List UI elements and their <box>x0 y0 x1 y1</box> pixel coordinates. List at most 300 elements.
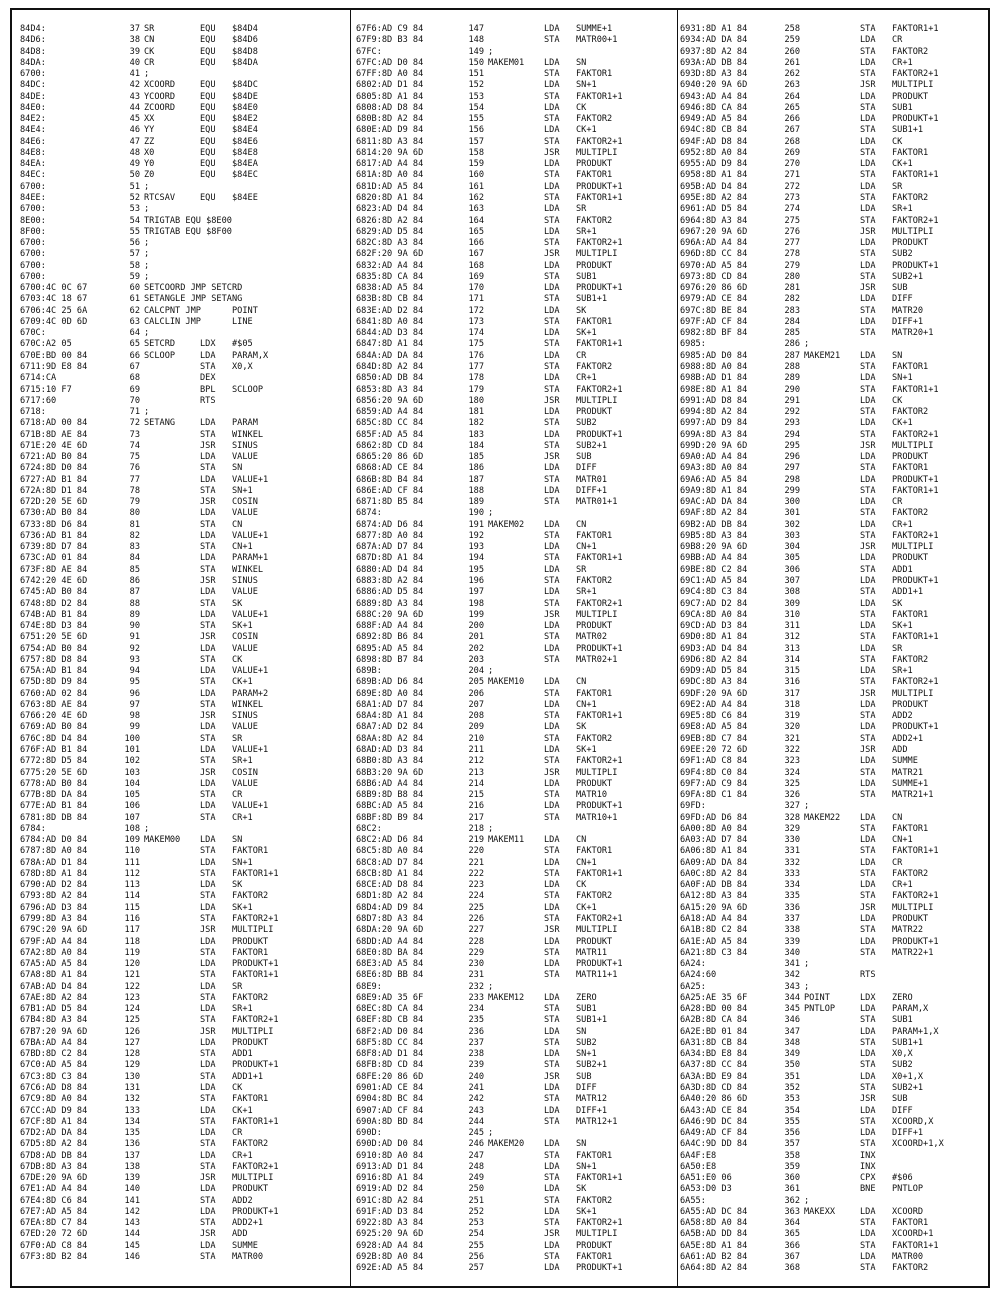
operand-field: FAKTOR1+1 <box>892 384 939 395</box>
label-field <box>804 937 860 948</box>
operand-field: SR <box>232 733 243 744</box>
opcode-field <box>544 47 576 58</box>
label-field <box>488 283 544 294</box>
opcode-field: STA <box>860 823 876 834</box>
line-number: 125 <box>124 1015 140 1026</box>
line-number: 268 <box>784 136 800 147</box>
line-number: 106 <box>124 801 140 812</box>
label-field <box>488 1015 544 1026</box>
opcode-field: JSR <box>544 925 560 936</box>
code-line <box>680 261 986 272</box>
label-field <box>488 1252 544 1263</box>
label-field <box>804 486 860 497</box>
address-field: 67BD:8D C2 84 <box>20 1049 88 1060</box>
code-line <box>680 599 986 610</box>
operand-field: PRODUKT <box>892 238 929 249</box>
operand-field: WINKEL <box>232 429 264 440</box>
line-number: 56 <box>129 238 140 249</box>
code-line <box>356 137 676 148</box>
operand-field: MATR01+1 <box>576 497 618 508</box>
opcode-field: LDX <box>860 992 876 1003</box>
code-line <box>356 1241 676 1252</box>
operand-field: CN <box>576 519 587 530</box>
code-line <box>20 317 350 328</box>
code-line <box>356 306 676 317</box>
operand-field: SK+1 <box>232 902 253 913</box>
code-line <box>20 711 350 722</box>
line-number: 330 <box>784 835 800 846</box>
address-field: 699A:8D A3 84 <box>680 429 748 440</box>
code-line <box>20 294 350 305</box>
opcode-field: LDA <box>544 745 560 755</box>
opcode-field: LDA <box>860 238 876 249</box>
code-line <box>680 858 986 869</box>
operand-field: FAKTOR1 <box>576 69 613 80</box>
opcode-field: LDA <box>860 260 876 271</box>
opcode-field: STA <box>200 947 216 958</box>
opcode-field: JSR <box>200 1229 216 1240</box>
operand-field: SR <box>892 181 903 192</box>
label-field: ; <box>144 238 150 249</box>
address-field: 6A31:8D CB 84 <box>680 1037 748 1048</box>
line-number: 175 <box>468 339 484 350</box>
label-field <box>488 1173 544 1184</box>
line-number: 207 <box>468 699 484 710</box>
operand-field: PRODUKT+1 <box>576 1263 623 1274</box>
address-field: 69DC:8D A3 84 <box>680 677 748 688</box>
opcode-field: STA <box>200 1139 216 1150</box>
operand-field: MULTIPLI <box>892 80 934 91</box>
opcode-field: LDA <box>860 519 876 530</box>
address-field: 6739:8D D7 84 <box>20 542 88 553</box>
code-line <box>20 959 350 970</box>
label-field <box>804 385 860 396</box>
line-number: 359 <box>784 1161 800 1172</box>
label-field <box>804 1083 860 1094</box>
line-number: 104 <box>124 778 140 789</box>
code-line <box>20 24 350 35</box>
opcode-field: LDA <box>544 1105 560 1116</box>
line-number: 235 <box>468 1015 484 1026</box>
line-number: 281 <box>784 283 800 294</box>
address-field: 6829:AD D5 84 <box>356 226 424 237</box>
operand-field <box>892 982 986 993</box>
code-line <box>356 587 676 598</box>
operand-field: MULTIPLI <box>576 147 618 158</box>
address-field: 6A1E:AD A5 84 <box>680 936 748 947</box>
line-number: 288 <box>784 361 800 372</box>
opcode-field: EQU <box>200 102 216 113</box>
opcode-field: STA <box>544 192 560 203</box>
opcode-field: LDX <box>200 339 216 350</box>
operand-field: SUB2 <box>892 1060 913 1071</box>
opcode-field: LDA <box>200 959 216 970</box>
opcode-field <box>200 294 232 305</box>
address-field: 6853:8D A3 84 <box>356 384 424 395</box>
opcode-field: STA <box>544 598 560 609</box>
operand-field <box>892 1151 986 1162</box>
opcode-field: STA <box>860 215 876 226</box>
operand-field: PRODUKT+1 <box>576 283 623 294</box>
operand-field: VALUE+1 <box>232 609 269 620</box>
opcode-field: STA <box>860 632 876 643</box>
address-field: 6709:4C 0D 6D <box>20 316 88 327</box>
address-field: 67F9:8D B3 84 <box>356 35 424 46</box>
label-field <box>144 373 200 384</box>
line-number: 199 <box>468 609 484 620</box>
opcode-field: JSR <box>200 497 216 508</box>
code-line <box>20 768 350 779</box>
address-field: 69F7:AD C9 84 <box>680 778 748 789</box>
opcode-field <box>200 328 232 339</box>
operand-field: VALUE <box>232 722 258 733</box>
line-number: 85 <box>129 564 140 575</box>
line-number: 302 <box>784 519 800 530</box>
code-line <box>356 1184 676 1195</box>
address-field: 671E:20 4E 6D <box>20 440 88 451</box>
opcode-field: EQU <box>200 136 216 147</box>
code-line <box>356 1117 676 1128</box>
operand-field: $84E8 <box>232 147 258 158</box>
operand-field: PRODUKT <box>576 778 613 789</box>
code-line <box>20 103 350 114</box>
label-field <box>804 846 860 857</box>
operand-field: MATR00 <box>892 1251 924 1262</box>
address-field: 68CE:AD D8 84 <box>356 880 424 891</box>
address-field: 682C:8D A3 84 <box>356 238 424 249</box>
operand-field: MULTIPLI <box>576 1229 618 1240</box>
label-field: MAKEM22 <box>804 812 841 823</box>
operand-field: SUB1 <box>576 1004 597 1015</box>
operand-field: SUB2+1 <box>576 440 608 451</box>
opcode-field: STA <box>544 271 560 282</box>
label-field <box>144 948 200 959</box>
line-number: 77 <box>129 474 140 485</box>
label-field <box>144 520 200 531</box>
label-field <box>144 1049 200 1060</box>
code-line <box>356 1004 676 1015</box>
opcode-field: STA <box>200 564 216 575</box>
opcode-field: LDA <box>860 474 876 485</box>
address-field: 6985: <box>680 339 706 350</box>
line-number: 210 <box>468 733 484 744</box>
operand-field: FAKTOR2+1 <box>892 677 939 688</box>
code-line <box>356 508 676 519</box>
address-field: 84E2: <box>20 114 46 125</box>
address-field: 6832:AD A4 84 <box>356 260 424 271</box>
label-field <box>804 1015 860 1026</box>
opcode-field: LDA <box>544 407 560 418</box>
code-line <box>356 700 676 711</box>
opcode-field: EQU <box>200 57 216 68</box>
opcode-field: EQU <box>200 125 216 136</box>
address-field: 686E:AD CF 84 <box>356 485 424 496</box>
address-field: 6700: <box>20 204 46 215</box>
opcode-field: LDA <box>544 643 560 654</box>
code-line <box>680 351 986 362</box>
line-number: 250 <box>468 1184 484 1195</box>
address-field: 67D8:AD DB 84 <box>20 1150 88 1161</box>
code-line <box>356 463 676 474</box>
label-field: SETCOORD JMP SETCRD <box>144 283 243 294</box>
line-number: 153 <box>468 91 484 102</box>
address-field: 69D6:8D A2 84 <box>680 654 748 665</box>
address-field: 69C4:8D C3 84 <box>680 587 748 598</box>
label-field <box>488 351 544 362</box>
opcode-field: JSR <box>860 745 876 755</box>
label-field <box>144 745 200 756</box>
address-field: 68E6:8D BB 84 <box>356 970 424 981</box>
line-number: 121 <box>124 970 140 981</box>
label-field <box>804 689 860 700</box>
code-line <box>356 452 676 463</box>
operand-field: #$06 <box>892 1173 913 1184</box>
address-field: 6850:AD DB 84 <box>356 373 424 384</box>
operand-field: CN+1 <box>576 857 597 868</box>
opcode-field <box>200 227 232 238</box>
code-line <box>20 396 350 407</box>
opcode-field: STA <box>860 463 876 474</box>
column-divider <box>350 10 351 1286</box>
opcode-field: STA <box>544 1004 560 1015</box>
operand-field: SUB2 <box>892 249 913 260</box>
operand-field: PRODUKT+1 <box>892 114 939 125</box>
label-field: ; <box>144 69 150 80</box>
label-field: ; <box>488 508 494 519</box>
address-field: 68B9:8D B8 84 <box>356 790 424 801</box>
line-number: 180 <box>468 395 484 406</box>
operand-field: FAKTOR2 <box>892 407 929 418</box>
line-number: 58 <box>129 260 140 271</box>
operand-field: FAKTOR1+1 <box>232 1116 279 1127</box>
label-field <box>488 632 544 643</box>
address-field: 697F:AD CF 84 <box>680 316 748 327</box>
operand-field: SR+1 <box>232 756 253 767</box>
address-field: 6955:AD D9 84 <box>680 159 748 170</box>
address-field: 6979:AD CE 84 <box>680 294 748 305</box>
line-number: 313 <box>784 643 800 654</box>
opcode-field: STA <box>860 891 876 902</box>
address-field: 6A50:E8 <box>680 1161 717 1172</box>
opcode-field: JSR <box>544 249 560 260</box>
code-line <box>680 283 986 294</box>
line-number: 62 <box>129 305 140 316</box>
opcode-field: STA <box>200 1218 216 1229</box>
line-number: 116 <box>124 913 140 924</box>
code-line <box>20 441 350 452</box>
label-field <box>144 1241 200 1252</box>
address-field: 680B:8D A2 84 <box>356 114 424 125</box>
opcode-field: LDA <box>860 395 876 406</box>
operand-field: FAKTOR1 <box>232 1094 269 1105</box>
operand-field: SN+1 <box>892 373 913 384</box>
line-number: 137 <box>124 1150 140 1161</box>
address-field: 681A:8D A0 84 <box>356 170 424 181</box>
address-field: 6961:AD D5 84 <box>680 204 748 215</box>
address-field: 84EC: <box>20 170 46 181</box>
operand-field: SUB2 <box>576 418 597 429</box>
line-number: 190 <box>468 508 484 519</box>
code-line <box>680 1252 986 1263</box>
code-line <box>356 1196 676 1207</box>
label-field <box>804 170 860 181</box>
line-number: 109 <box>124 835 140 846</box>
code-line <box>20 689 350 700</box>
address-field: 676F:AD B1 84 <box>20 745 88 755</box>
label-field <box>144 644 200 655</box>
address-field: 69F4:8D C0 84 <box>680 767 748 778</box>
opcode-field: STA <box>544 69 560 80</box>
address-field: 69A6:AD A5 84 <box>680 474 748 485</box>
line-number: 248 <box>468 1161 484 1172</box>
code-line <box>20 610 350 621</box>
label-field: ZZ <box>144 136 155 147</box>
address-field: 6763:8D AE 84 <box>20 699 88 710</box>
line-number: 66 <box>129 350 140 361</box>
label-field <box>804 317 860 328</box>
code-line <box>680 993 986 1004</box>
opcode-field: STA <box>860 192 876 203</box>
label-field <box>144 486 200 497</box>
code-line <box>20 339 350 350</box>
code-line <box>20 677 350 688</box>
label-field <box>804 835 860 846</box>
opcode-field: STA <box>860 790 876 801</box>
label-field <box>144 722 200 733</box>
line-number: 196 <box>468 576 484 587</box>
code-line <box>356 385 676 396</box>
opcode-field: STA <box>544 1037 560 1048</box>
label-field <box>804 463 860 474</box>
code-line <box>680 497 986 508</box>
code-line <box>356 182 676 193</box>
operand-field: CK+1 <box>576 125 597 136</box>
operand-field: ADD2 <box>232 1195 253 1206</box>
address-field: 6910:8D A0 84 <box>356 1150 424 1161</box>
opcode-field: LDA <box>544 936 560 947</box>
label-field <box>144 385 200 396</box>
address-field: 69B8:20 9A 6D <box>680 542 748 553</box>
code-line <box>356 418 676 429</box>
label-field <box>488 486 544 497</box>
code-line <box>20 599 350 610</box>
operand-field: MATR10+1 <box>576 812 618 823</box>
line-number: 127 <box>124 1037 140 1048</box>
opcode-field: LDA <box>860 699 876 710</box>
line-number: 236 <box>468 1026 484 1037</box>
code-line <box>356 914 676 925</box>
line-number: 321 <box>784 733 800 744</box>
address-field: 84EA: <box>20 159 46 170</box>
opcode-field: STA <box>544 361 560 372</box>
label-field: MAKEM12 <box>488 992 525 1003</box>
label-field <box>804 1060 860 1071</box>
operand-field: ADD1 <box>892 564 913 575</box>
line-number: 351 <box>784 1071 800 1082</box>
operand-field: MULTIPLI <box>576 767 618 778</box>
line-number: 38 <box>129 35 140 46</box>
opcode-field: LDA <box>860 756 876 767</box>
operand-field: PRODUKT <box>576 159 613 170</box>
label-field <box>804 306 860 317</box>
address-field: 69A3:8D A0 84 <box>680 463 748 474</box>
operand-field: PRODUKT <box>892 913 929 924</box>
opcode-field: LDA <box>200 778 216 789</box>
operand-field: MATR20 <box>892 305 924 316</box>
label-field <box>804 497 860 508</box>
address-field: 68B0:8D A3 84 <box>356 756 424 767</box>
operand-field: MULTIPLI <box>232 1173 274 1184</box>
line-number: 171 <box>468 294 484 305</box>
label-field <box>144 937 200 948</box>
line-number: 338 <box>784 925 800 936</box>
code-line <box>20 35 350 46</box>
label-field <box>804 520 860 531</box>
operand-field: MULTIPLI <box>576 925 618 936</box>
opcode-field: RTS <box>200 395 216 406</box>
label-field <box>144 576 200 587</box>
address-field: 6A24:60 <box>680 970 717 981</box>
line-number: 357 <box>784 1139 800 1150</box>
address-field: 6A4F:E8 <box>680 1150 717 1161</box>
address-field: 674E:8D D3 84 <box>20 621 88 632</box>
code-line <box>680 294 986 305</box>
opcode-field: LDA <box>544 226 560 237</box>
label-field: SCLOOP <box>144 350 176 361</box>
operand-field: MULTIPLI <box>892 542 934 553</box>
line-number: 179 <box>468 384 484 395</box>
label-field <box>144 621 200 632</box>
operand-field: SINUS <box>232 711 258 722</box>
code-line <box>680 92 986 103</box>
address-field: 68DD:AD A4 84 <box>356 936 424 947</box>
line-number: 185 <box>468 452 484 463</box>
opcode-field: LDA <box>544 880 560 891</box>
label-field <box>488 328 544 339</box>
operand-field <box>232 396 350 407</box>
line-number: 205 <box>468 677 484 688</box>
operand-field <box>576 666 676 677</box>
opcode-field: LDA <box>200 1105 216 1116</box>
operand-field: CK <box>576 880 587 891</box>
code-line <box>680 1151 986 1162</box>
address-field: 69E5:8D C6 84 <box>680 711 748 722</box>
code-line <box>680 790 986 801</box>
label-field <box>804 261 860 272</box>
address-field: 6A64:8D A2 84 <box>680 1263 748 1274</box>
code-line <box>20 948 350 959</box>
line-number: 278 <box>784 249 800 260</box>
operand-field: FAKTOR1+1 <box>576 91 623 102</box>
label-field <box>488 463 544 474</box>
code-line <box>680 58 986 69</box>
label-field <box>488 227 544 238</box>
operand-field: CK+1 <box>232 677 253 688</box>
line-number: 170 <box>468 283 484 294</box>
operand-field: SN <box>576 1026 587 1037</box>
address-field: 6925:20 9A 6D <box>356 1229 424 1240</box>
operand-field: FAKTOR2+1 <box>576 136 623 147</box>
line-number: 286 <box>784 339 800 350</box>
operand-field: SUB <box>576 1071 592 1082</box>
opcode-field: STA <box>860 102 876 113</box>
code-line <box>20 418 350 429</box>
operand-field: VALUE+1 <box>232 474 269 485</box>
line-number: 54 <box>129 215 140 226</box>
line-number: 365 <box>784 1229 800 1240</box>
opcode-field: JSR <box>860 688 876 699</box>
line-number: 289 <box>784 373 800 384</box>
